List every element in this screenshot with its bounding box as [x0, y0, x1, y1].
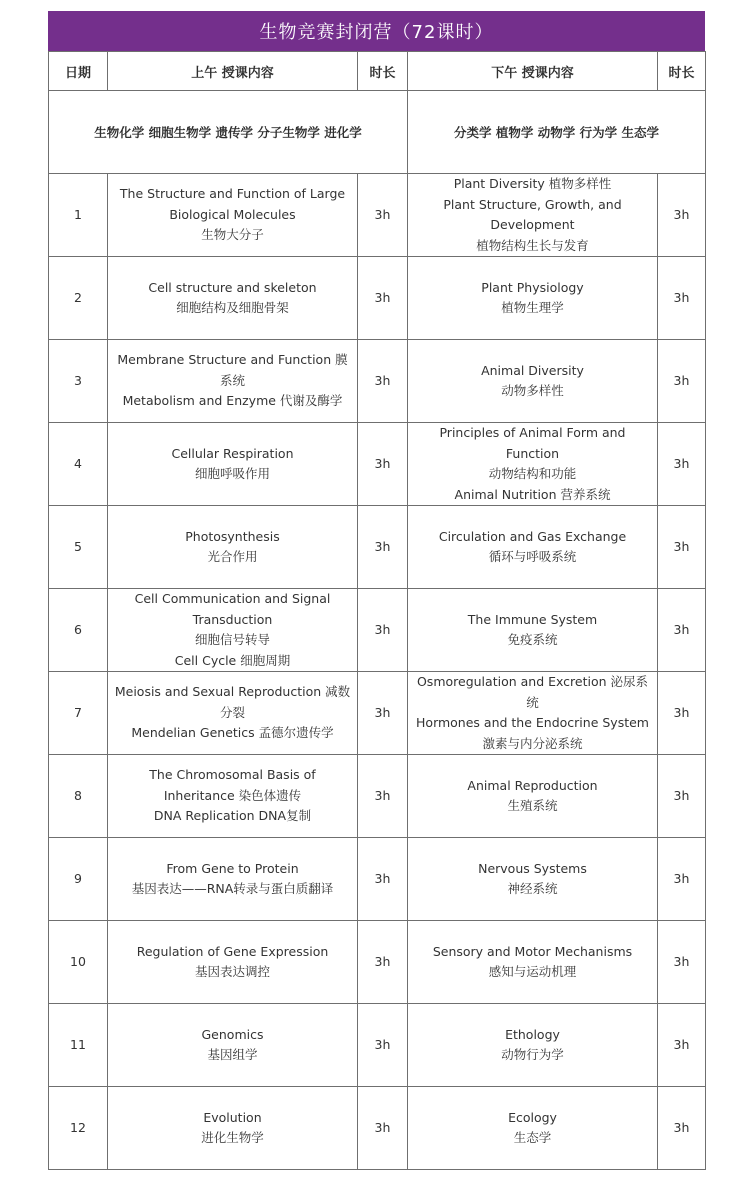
- morning-duration-cell: 3h: [358, 257, 408, 340]
- content-line: 光合作用: [207, 549, 258, 564]
- content-line: Circulation and Gas Exchange: [438, 528, 627, 544]
- content-line: 植物生理学: [501, 300, 564, 315]
- content-line: Biological Molecules: [169, 206, 296, 222]
- morning-duration-cell: 3h: [358, 921, 408, 1004]
- content-line: Meiosis and Sexual Reproduction 减数: [114, 684, 351, 700]
- content-line: 细胞结构及细胞骨架: [176, 300, 289, 315]
- content-line: 植物结构生长与发育: [476, 237, 589, 253]
- content-line: Ethology: [505, 1026, 560, 1042]
- content-line: Photosynthesis: [185, 528, 280, 544]
- content-line: Sensory and Motor Mechanisms: [432, 943, 633, 959]
- table-row: [49, 672, 706, 755]
- content-line: Development: [490, 217, 575, 232]
- content-line: 进化生物学: [201, 1130, 264, 1145]
- header-day: 日期: [49, 52, 108, 91]
- afternoon-duration-cell: 3h: [658, 838, 706, 921]
- afternoon-duration-cell: 3h: [658, 672, 706, 755]
- content-line: 动物结构和功能: [488, 466, 577, 481]
- afternoon-content-cell: [408, 1087, 658, 1170]
- content-line: 动物行为学: [501, 1047, 564, 1062]
- morning-content-cell: [108, 340, 358, 423]
- table-row: [49, 340, 706, 423]
- content-line: Regulation of Gene Expression: [136, 943, 329, 959]
- morning-duration-cell: 3h: [358, 589, 408, 672]
- content-line: Osmoregulation and Excretion 泌尿系: [416, 674, 649, 689]
- morning-content-cell: [108, 423, 358, 506]
- content-line: Inheritance 染色体遗传: [163, 787, 302, 803]
- content-line: Principles of Animal Form and: [439, 425, 626, 440]
- content-line: Plant Physiology: [481, 279, 584, 295]
- content-line: Plant Structure, Growth, and: [443, 196, 622, 212]
- table-row: [49, 257, 706, 340]
- content-line: 神经系统: [507, 881, 558, 896]
- day-cell: 2: [49, 257, 108, 340]
- subjects-row: [49, 91, 706, 174]
- day-cell: 6: [49, 589, 108, 672]
- table-row: [49, 423, 706, 506]
- content-line: Cell Communication and Signal: [134, 591, 331, 606]
- content-line: Ecology: [508, 1109, 557, 1125]
- afternoon-duration-cell: 3h: [658, 340, 706, 423]
- morning-content-cell: [108, 1004, 358, 1087]
- content-line: The Immune System: [467, 611, 598, 627]
- content-line: 分裂: [219, 704, 245, 720]
- morning-content-cell: [108, 921, 358, 1004]
- morning-content-cell: [108, 672, 358, 755]
- content-line: Animal Reproduction: [467, 777, 598, 793]
- table-row: [49, 589, 706, 672]
- morning-duration-cell: 3h: [358, 423, 408, 506]
- content-line: 系统: [219, 372, 245, 388]
- header-duration-afternoon: 时长: [658, 52, 706, 91]
- content-line: 基因表达——RNA转录与蛋白质翻译: [131, 881, 334, 896]
- content-line: Genomics: [201, 1026, 264, 1042]
- day-cell: 12: [49, 1087, 108, 1170]
- afternoon-duration-cell: 3h: [658, 589, 706, 672]
- table-row: [49, 838, 706, 921]
- day-cell: 3: [49, 340, 108, 423]
- morning-duration-cell: 3h: [358, 755, 408, 838]
- morning-content-cell: [108, 174, 358, 257]
- afternoon-duration-cell: 3h: [658, 423, 706, 506]
- afternoon-content-cell: [408, 1004, 658, 1087]
- morning-duration-cell: 3h: [358, 672, 408, 755]
- content-line: Nervous Systems: [478, 860, 587, 876]
- morning-duration-cell: 3h: [358, 1087, 408, 1170]
- afternoon-content-cell: [408, 755, 658, 838]
- day-cell: 4: [49, 423, 108, 506]
- afternoon-duration-cell: 3h: [658, 506, 706, 589]
- content-line: 细胞呼吸作用: [194, 466, 270, 481]
- content-line: 统: [526, 694, 539, 710]
- afternoon-duration-cell: 3h: [658, 1004, 706, 1087]
- schedule-container: [48, 11, 705, 1170]
- afternoon-content-cell: [408, 340, 658, 423]
- morning-duration-cell: 3h: [358, 1004, 408, 1087]
- content-line: 基因组学: [207, 1047, 258, 1062]
- morning-duration-cell: 3h: [358, 838, 408, 921]
- content-line: Animal Diversity: [481, 362, 584, 378]
- table-row: [49, 1004, 706, 1087]
- content-line: 免疫系统: [507, 632, 558, 647]
- day-cell: 10: [49, 921, 108, 1004]
- day-cell: 5: [49, 506, 108, 589]
- content-line: 生物大分子: [201, 227, 264, 243]
- morning-content-cell: [108, 838, 358, 921]
- table-row: [49, 506, 706, 589]
- morning-duration-cell: 3h: [358, 506, 408, 589]
- day-cell: 9: [49, 838, 108, 921]
- content-line: The Chromosomal Basis of: [149, 767, 316, 783]
- afternoon-duration-cell: 3h: [658, 755, 706, 838]
- day-cell: 8: [49, 755, 108, 838]
- content-line: DNA Replication DNA复制: [153, 808, 312, 824]
- afternoon-content-cell: [408, 174, 658, 257]
- content-line: 细胞信号转导: [194, 632, 270, 647]
- content-line: 动物多样性: [501, 383, 564, 398]
- morning-content-cell: [108, 1087, 358, 1170]
- content-line: 循环与呼吸系统: [488, 549, 577, 564]
- table-row: [49, 921, 706, 1004]
- content-line: 基因表达调控: [194, 964, 270, 979]
- table-row: [49, 174, 706, 257]
- content-line: 激素与内分泌系统: [482, 735, 583, 751]
- content-line: 生态学: [513, 1130, 552, 1145]
- content-line: Metabolism and Enzyme 代谢及酶学: [122, 393, 343, 409]
- content-line: Cell Cycle 细胞周期: [174, 652, 291, 668]
- morning-content-cell: [108, 589, 358, 672]
- afternoon-content-cell: [408, 838, 658, 921]
- content-line: Animal Nutrition 营养系统: [454, 486, 611, 502]
- afternoon-content-cell: [408, 921, 658, 1004]
- header-morning: 上午 授课内容: [108, 52, 358, 91]
- content-line: Mendelian Genetics 孟德尔遗传学: [131, 725, 334, 741]
- content-line: 生殖系统: [507, 798, 558, 813]
- content-line: Evolution: [203, 1109, 262, 1125]
- afternoon-content-cell: [408, 672, 658, 755]
- afternoon-duration-cell: 3h: [658, 921, 706, 1004]
- afternoon-content-cell: [408, 423, 658, 506]
- morning-content-cell: [108, 257, 358, 340]
- morning-content-cell: [108, 755, 358, 838]
- content-line: Cell structure and skeleton: [148, 279, 317, 295]
- header-afternoon: 下午 授课内容: [408, 52, 658, 91]
- morning-duration-cell: 3h: [358, 340, 408, 423]
- content-line: 感知与运动机理: [488, 964, 577, 979]
- afternoon-content-cell: [408, 506, 658, 589]
- header-duration-morning: 时长: [358, 52, 408, 91]
- morning-content-cell: [108, 506, 358, 589]
- morning-subjects: 生物化学 细胞生物学 遗传学 分子生物学 进化学: [49, 91, 408, 174]
- content-line: Transduction: [192, 611, 273, 627]
- afternoon-duration-cell: 3h: [658, 174, 706, 257]
- afternoon-subjects: 分类学 植物学 动物学 行为学 生态学: [408, 91, 706, 174]
- content-line: Plant Diversity 植物多样性: [453, 176, 612, 191]
- content-line: Membrane Structure and Function 膜: [117, 352, 348, 368]
- content-line: Hormones and the Endocrine System: [416, 715, 649, 730]
- table-header-row: [49, 52, 706, 91]
- afternoon-content-cell: [408, 589, 658, 672]
- schedule-table: [48, 51, 706, 1170]
- afternoon-duration-cell: 3h: [658, 1087, 706, 1170]
- morning-duration-cell: 3h: [358, 174, 408, 257]
- content-line: Function: [505, 445, 560, 461]
- day-cell: 7: [49, 672, 108, 755]
- content-line: From Gene to Protein: [166, 860, 299, 876]
- day-cell: 1: [49, 174, 108, 257]
- schedule-title: 生物竞赛封闭营（72课时）: [48, 11, 705, 51]
- content-line: Cellular Respiration: [171, 445, 294, 461]
- afternoon-duration-cell: 3h: [658, 257, 706, 340]
- table-row: [49, 755, 706, 838]
- afternoon-content-cell: [408, 257, 658, 340]
- day-cell: 11: [49, 1004, 108, 1087]
- table-row: [49, 1087, 706, 1170]
- content-line: The Structure and Function of Large: [119, 186, 346, 202]
